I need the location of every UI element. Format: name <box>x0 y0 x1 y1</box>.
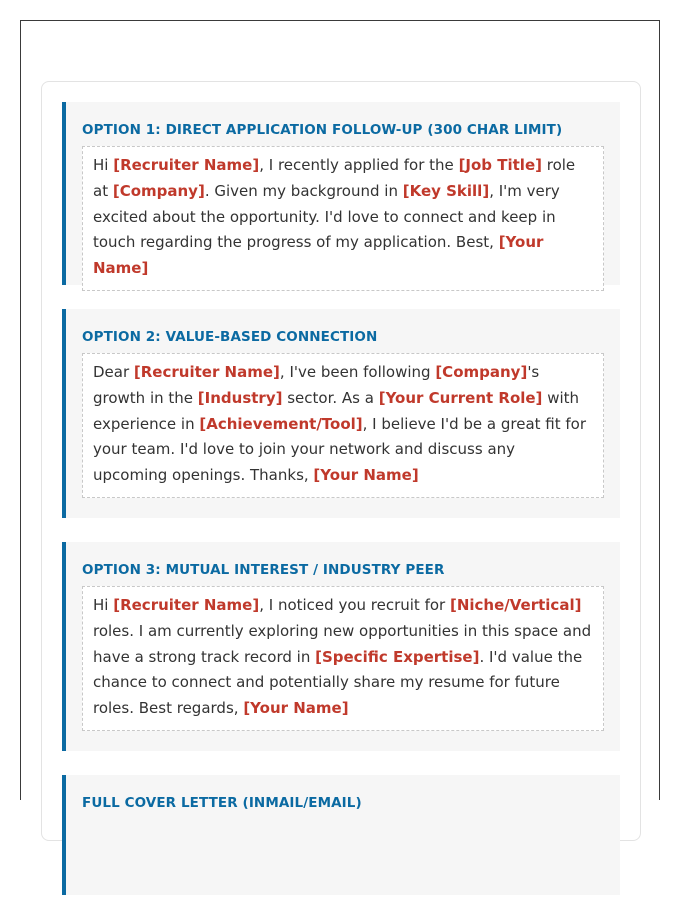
message-text: roles. I am currently exploring new opportunities in this space and have a strong track record in <box>93 621 592 666</box>
message-template[interactable] <box>82 146 604 291</box>
message-text: , I recently applied for the <box>259 156 459 174</box>
templates-card <box>41 81 641 841</box>
placeholder-token: [Achievement/Tool] <box>199 414 363 433</box>
message-text: 's growth in the <box>93 363 540 407</box>
message-text: , I've been following <box>279 363 436 381</box>
placeholder-token: [Specific Expertise] <box>315 647 480 666</box>
placeholder-token: [Your Name] <box>243 699 349 718</box>
placeholder-token: [Company] <box>435 363 528 381</box>
message-text: , I'm very excited about the opportunity. I'd love to connect and keep in touch regarding the progress of my application. Best, <box>93 181 560 252</box>
placeholder-token: [Your Name] <box>313 466 419 485</box>
option-title: OPTION 2: VALUE-BASED CONNECTION <box>82 329 378 345</box>
message-text: role at <box>93 156 576 200</box>
viewport-frame <box>20 20 660 811</box>
placeholder-token: [Key Skill] <box>402 181 490 200</box>
placeholder-token: [Your Name] <box>93 233 544 278</box>
message-text: , I believe I'd be a great fit for your team. I'd love to join your network and discuss any upcoming openings. Thanks, <box>93 414 587 485</box>
message-text: . Given my background in <box>204 181 403 200</box>
placeholder-token: [Your Current Role] <box>378 388 543 407</box>
message-text: with experience in <box>93 388 580 433</box>
option-title: OPTION 1: DIRECT APPLICATION FOLLOW-UP (300 CHAR LIMIT) <box>82 122 563 138</box>
message-template[interactable] <box>82 353 604 498</box>
placeholder-token: [Recruiter Name] <box>113 156 260 174</box>
option-card-2 <box>62 309 620 518</box>
placeholder-token: [Job Title] <box>458 156 542 174</box>
message-text: Hi <box>93 156 114 174</box>
placeholder-token: [Industry] <box>197 388 283 407</box>
option-title: OPTION 3: MUTUAL INTEREST / INDUSTRY PEER <box>82 562 445 578</box>
placeholder-token: [Company] <box>112 181 205 200</box>
placeholder-token: [Recruiter Name] <box>113 596 260 614</box>
message-text: , I noticed you recruit for <box>259 596 450 614</box>
message-template[interactable] <box>82 586 604 731</box>
option-card-4 <box>62 775 620 895</box>
option-title: FULL COVER LETTER (INMAIL/EMAIL) <box>82 795 362 811</box>
placeholder-token: [Recruiter Name] <box>133 363 280 381</box>
option-card-3 <box>62 542 620 751</box>
message-text: Hi <box>93 596 114 614</box>
message-text: sector. As a <box>282 388 379 407</box>
message-text: . I'd value the chance to connect and potentially share my resume for future roles. Best regards, <box>93 647 583 718</box>
placeholder-token: [Niche/Vertical] <box>449 596 582 614</box>
option-card-1 <box>62 102 620 285</box>
message-text: Dear <box>93 363 134 381</box>
